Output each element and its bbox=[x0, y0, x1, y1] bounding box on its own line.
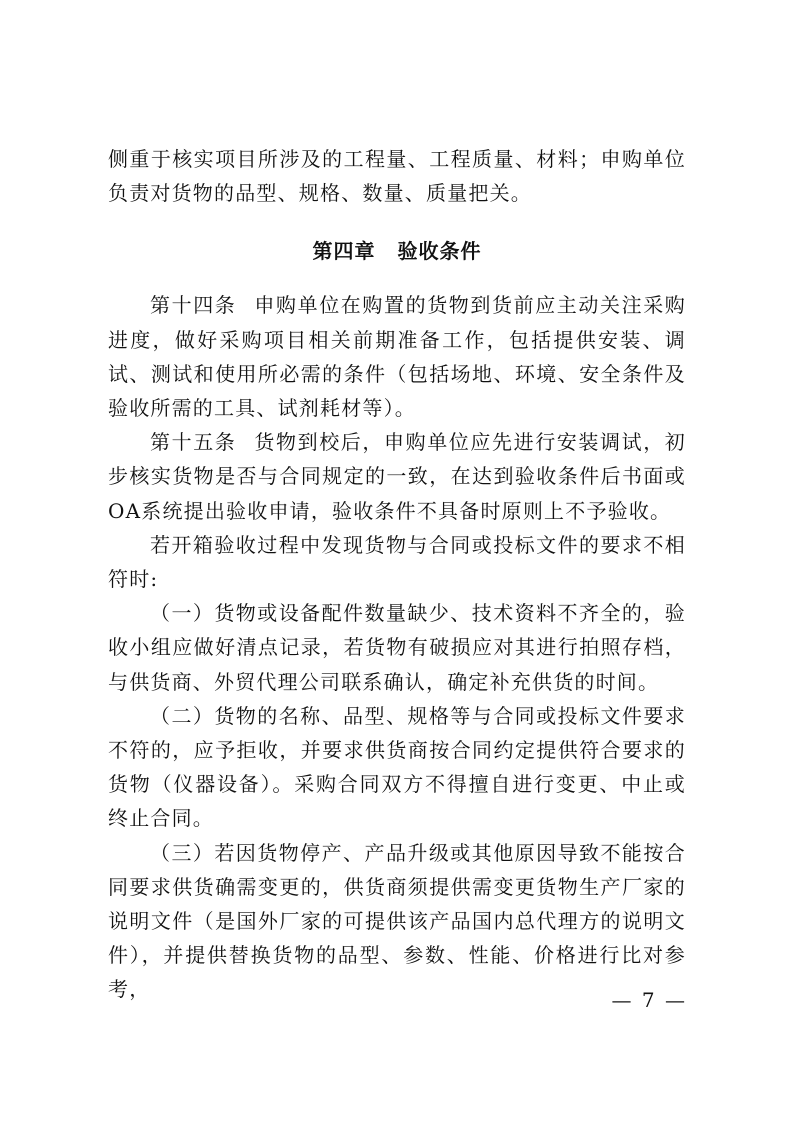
chapter-heading bbox=[108, 234, 686, 268]
paragraph-intro: 若开箱验收过程中发现货物与合同或投标文件的要求不相符时: bbox=[108, 532, 686, 592]
article-number: 第十五条 bbox=[150, 430, 237, 455]
page-number: — 7 — bbox=[611, 988, 687, 1012]
paragraph-continued: 侧重于核实项目所涉及的工程量、工程质量、材料；申购单位负责对货物的品型、规格、数量、质量把关。 bbox=[108, 147, 686, 206]
article-14 bbox=[108, 288, 686, 425]
article-text: 申购单位在购置的货物到货前应主动关注采购进度，做好采购项目相关前期准备工作，包括提供安装、调试、测试和使用所必需的条件（包括场地、环境、安全条件及验收所需的工具、试剂耗材等）。 bbox=[108, 293, 686, 421]
page-content bbox=[108, 142, 686, 1007]
chapter-title: 验收条件 bbox=[397, 239, 482, 264]
clause-3: （三）若因货物停产、产品升级或其他原因导致不能按合同要求供货确需变更的，供货商须提供需变更货物生产厂家的说明文件（是国外厂家的可提供该产品国内总代理方的说明文件），并提供替换货物的品型、参数、性能、价格进行比对参考， bbox=[108, 840, 686, 1002]
article-15 bbox=[108, 425, 686, 528]
article-number: 第十四条 bbox=[150, 293, 237, 318]
clause-2: （二）货物的名称、品型、规格等与合同或投标文件要求不符的，应予拒收，并要求供货商按合同约定提供符合要求的货物（仪器设备）。采购合同双方不得擅自进行变更、中止或终止合同。 bbox=[108, 703, 686, 831]
article-text: 货物到校后，申购单位应先进行安装调试，初步核实货物是否与合同规定的一致，在达到验收条件后书面或OA系统提出验收申请，验收条件不具备时原则上不予验收。 bbox=[108, 430, 686, 523]
clause-1: （一）货物或设备配件数量缺少、技术资料不齐全的，验收小组应做好清点记录，若货物有破损应对其进行拍照存档，与供货商、外贸代理公司联系确认，确定补充供货的时间。 bbox=[108, 601, 686, 694]
chapter-number: 第四章 bbox=[312, 239, 376, 264]
